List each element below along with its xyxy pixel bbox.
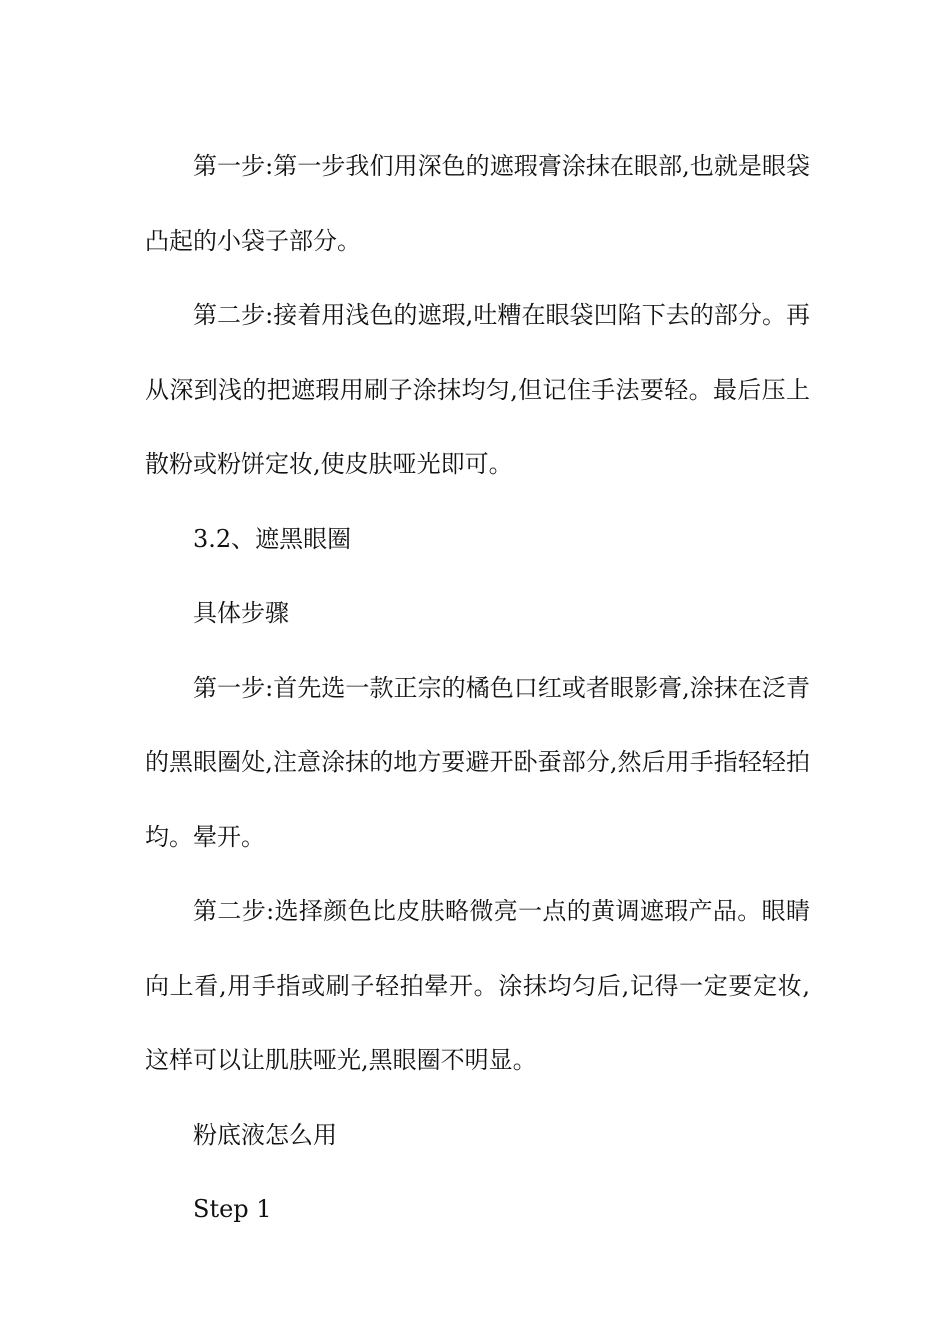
paragraph-concealer-step-1: 第一步:第一步我们用深色的遮瑕膏涂抹在眼部,也就是眼袋凸起的小袋子部分。 [145,152,810,255]
subheading-specific-steps: 具体步骤 [193,599,289,627]
document-body [145,129,810,1247]
section-heading-dark-circles: 3.2、遮黑眼圈 [193,524,352,553]
step-label: Step 1 [193,1195,272,1223]
paragraph-dark-circles-step-1: 第一步:首先选一款正宗的橘色口红或者眼影膏,涂抹在泛青的黑眼圈处,注意涂抹的地方要避开卧蚕部分,然后用手指轻轻拍均。晕开。 [145,673,810,851]
paragraph-dark-circles-step-2: 第二步:选择颜色比皮肤略微亮一点的黄调遮瑕产品。眼睛向上看,用手指或刷子轻拍晕开。涂抹均匀后,记得一定要定妆,这样可以让肌肤哑光,黑眼圈不明显。 [145,897,810,1074]
paragraph-concealer-step-2: 第二步:接着用浅色的遮瑕,吐糟在眼袋凹陷下去的部分。再从深到浅的把遮瑕用刷子涂抹均匀,但记住手法要轻。最后压上散粉或粉饼定妆,使皮肤哑光即可。 [145,301,810,478]
subheading-foundation-usage: 粉底液怎么用 [193,1120,337,1149]
